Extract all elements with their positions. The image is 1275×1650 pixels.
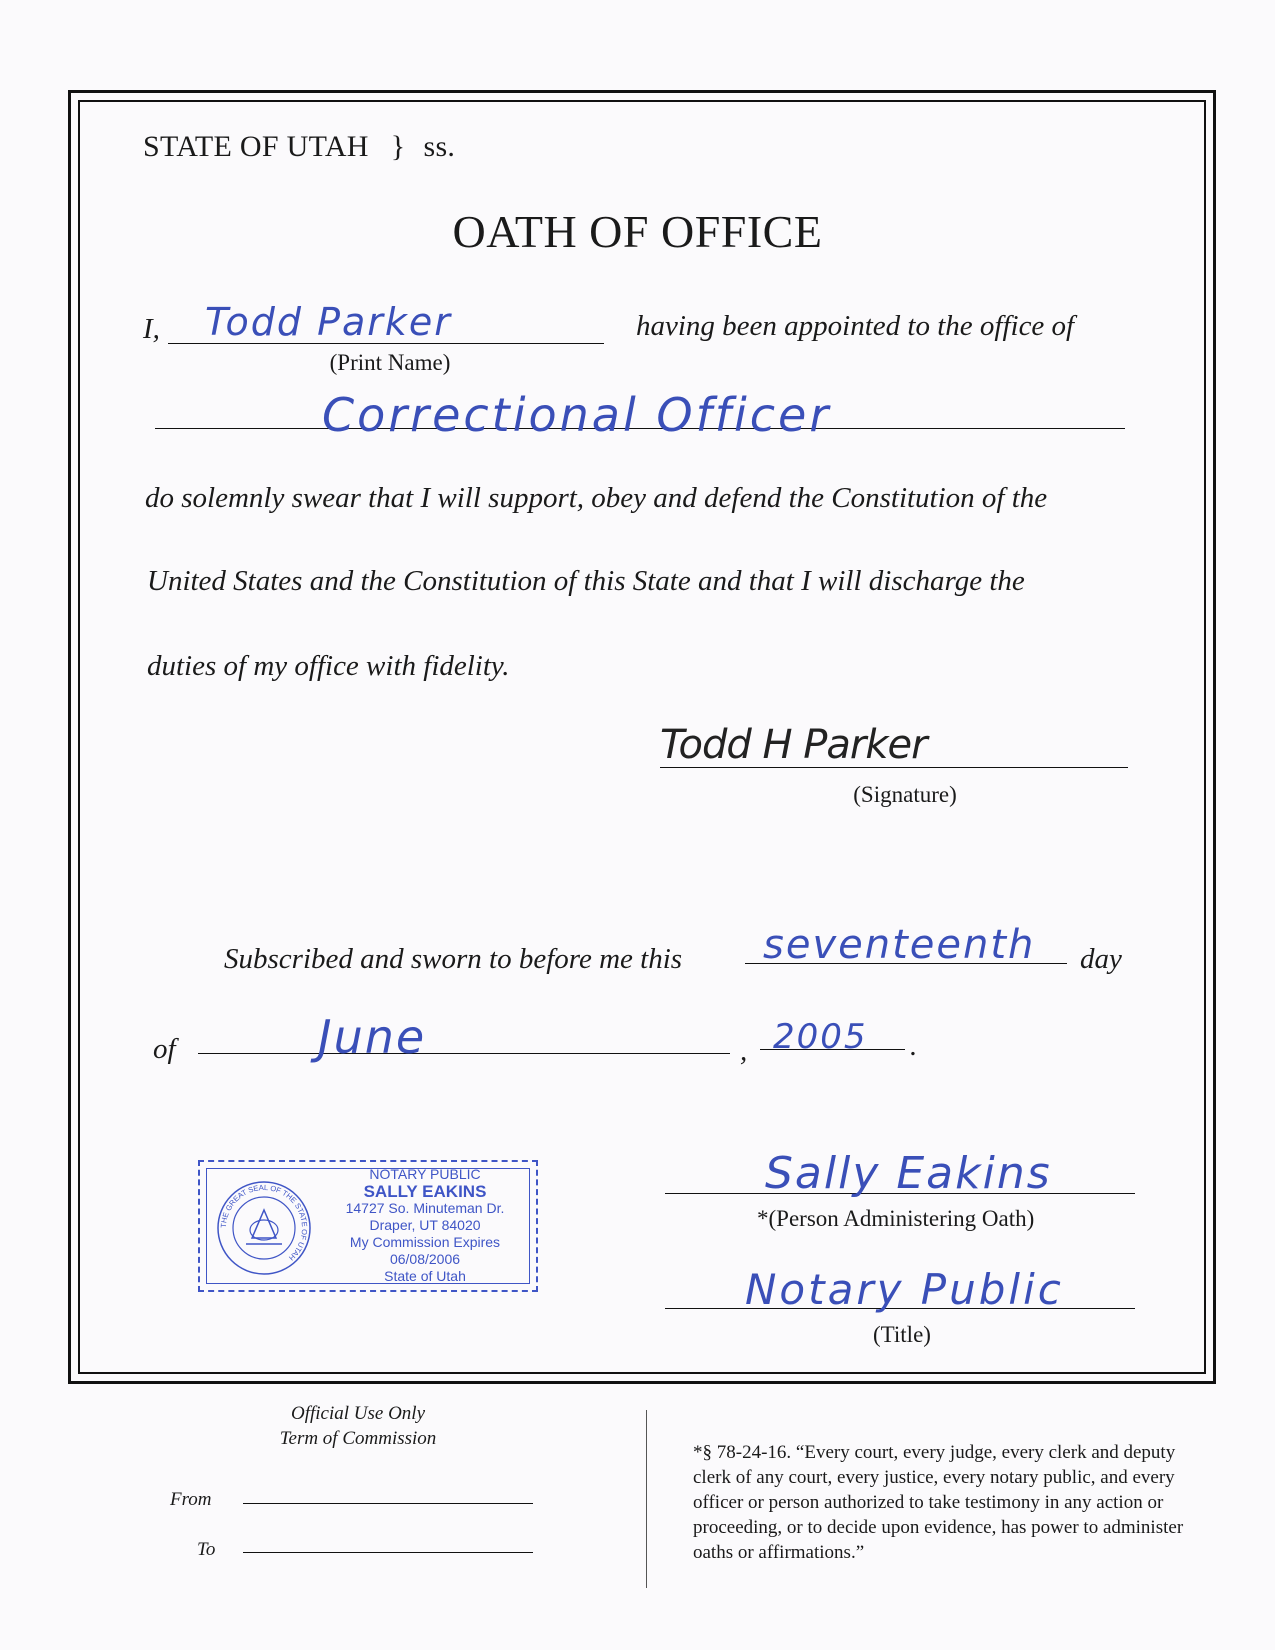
stamp-line-5: My Commission Expires 06/08/2006 (349, 1234, 501, 1267)
appointed-text: having been appointed to the office of (636, 310, 1075, 342)
seal-ring-text: THE GREAT SEAL OF THE STATE OF UTAH (218, 1182, 310, 1263)
administrator-label: *(Person Administering Oath) (757, 1206, 1035, 1231)
print-name-value[interactable]: Todd Parker (205, 300, 452, 344)
stamp-line-4: Draper, UT 84020 (369, 1217, 481, 1233)
state-seal-icon (216, 1180, 312, 1276)
state-name: STATE OF UTAH (143, 130, 369, 163)
month-line (198, 1053, 730, 1054)
brace: } (390, 130, 406, 163)
to-line (243, 1552, 533, 1553)
statute-footnote: *§ 78-24-16. “Every court, every judge, every clerk and deputy clerk of any court, every justice, every notary public, and every officer or person authorized to take testimony in any action or proceeding, or to decide upon evidence, has power to administer oaths or affirmations.” (693, 1442, 1184, 1563)
ss-abbrev: ss. (423, 130, 456, 163)
year-value[interactable]: 2005 (773, 1017, 868, 1057)
oath-prefix: I, (143, 313, 160, 345)
notary-stamp (198, 1160, 538, 1292)
print-name-label: (Print Name) (329, 350, 451, 375)
term-of-commission: Term of Commission (279, 1428, 437, 1449)
oath-body-line-2: United States and the Constitution of this State and that I will discharge the (147, 565, 1025, 597)
stamp-line-3: 14727 So. Minuteman Dr. (345, 1200, 505, 1216)
stamp-line-6: State of Utah (384, 1268, 466, 1284)
document-title: OATH OF OFFICE (452, 206, 823, 257)
month-value[interactable]: June (318, 1010, 427, 1064)
sworn-text: Subscribed and sworn to before me this (224, 943, 683, 975)
stamp-text-block (320, 1166, 530, 1285)
day-value[interactable]: seventeenth (763, 922, 1036, 968)
stamp-line-2: SALLY EAKINS (363, 1182, 487, 1201)
signature-value[interactable]: Todd H Parker (660, 722, 927, 768)
to-label: To (197, 1539, 216, 1560)
state-header (143, 130, 455, 164)
signature-label: (Signature) (853, 782, 957, 807)
administrator-signature[interactable]: Sally Eakins (765, 1148, 1052, 1199)
footer-divider (646, 1410, 647, 1588)
oath-body-line-3: duties of my office with fidelity. (147, 650, 510, 682)
month-comma: , (740, 1035, 748, 1067)
official-use-heading: Official Use Only (290, 1403, 426, 1424)
office-value[interactable]: Correctional Officer (322, 388, 832, 442)
title-value[interactable]: Notary Public (745, 1265, 1064, 1314)
from-line (243, 1503, 533, 1504)
year-period: . (910, 1030, 918, 1062)
of-word: of (153, 1033, 176, 1065)
day-word: day (1080, 943, 1122, 975)
from-label: From (170, 1489, 212, 1510)
stamp-line-1: NOTARY PUBLIC (369, 1166, 481, 1182)
oath-body-line-1: do solemnly swear that I will support, obey and defend the Constitution of the (145, 482, 1048, 514)
title-label: (Title) (873, 1322, 931, 1347)
